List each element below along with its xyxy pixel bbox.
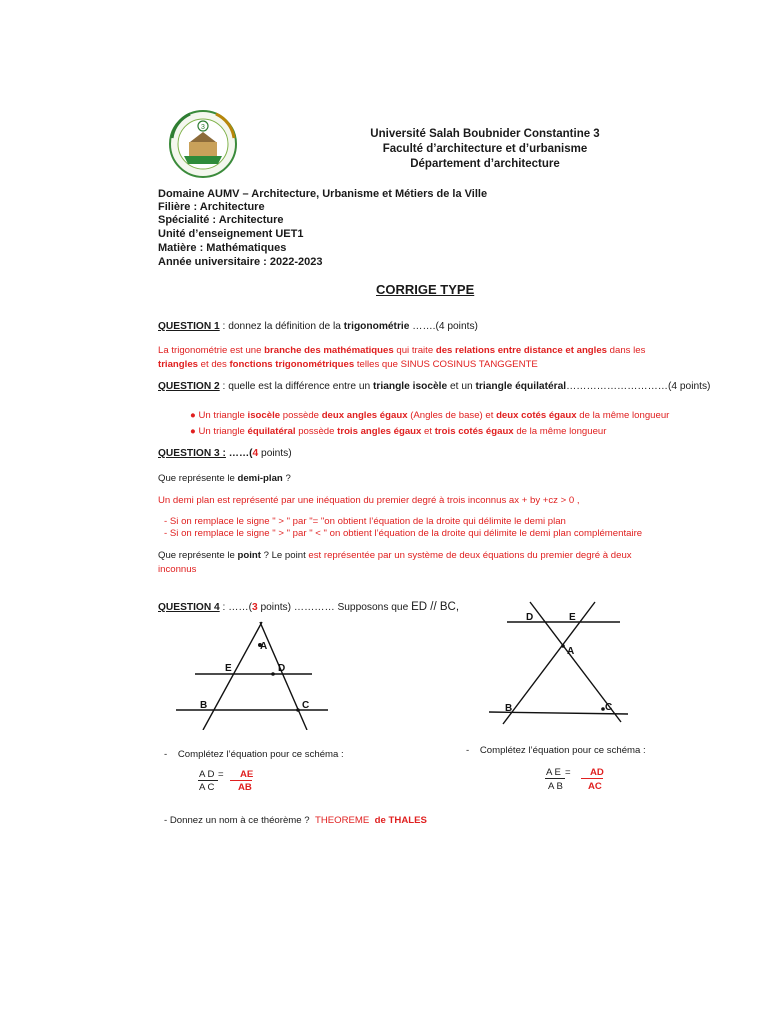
line-right (260, 622, 310, 730)
question-1: QUESTION 1 : donnez la définition de la trigonométrie …….(4 points) (158, 321, 478, 332)
equation-right-num: A E (546, 767, 561, 778)
demi-plan-question: Que représente le demi-plan ? (158, 473, 291, 484)
equation-right: A E = AD A B AC (546, 767, 604, 792)
page-title: CORRIGE TYPE (376, 282, 475, 297)
bullet-icon: ● (190, 426, 199, 437)
label-B: B (505, 703, 513, 714)
faculty-name: Faculté d’architecture et d’urbanisme (382, 143, 588, 155)
demi-plan-answer: Un demi plan est représenté par une inéquation du premier degré à trois inconnus ax + by +cz > 0 , (158, 495, 580, 506)
question-3-label: QUESTION 3 : (158, 448, 226, 459)
answer-1-line-1: La trigonométrie est une branche des mathématiques qui traite des relations entre distance et angles dans les (158, 345, 646, 356)
label-A: A (567, 646, 575, 657)
thales-figure-right (485, 598, 635, 730)
equation-left-answer-num: AE (240, 769, 254, 780)
equation-left-den: A C (199, 782, 215, 793)
instruction-left: - Complétez l’équation pour ce schéma : (164, 749, 344, 760)
question-4: QUESTION 4 : ……(3 points) ………… Supposons que ED // BC, (158, 601, 460, 613)
question-2-label: QUESTION 2 (158, 381, 220, 392)
equation-left: A D = AE A C AB (199, 769, 254, 793)
meta-filiere: Filière : Architecture (158, 201, 265, 213)
meta-specialite: Spécialité : Architecture (158, 214, 284, 226)
meta-annee: Année universitaire : 2022-2023 (158, 256, 323, 268)
line-right (503, 602, 595, 724)
university-logo (160, 108, 246, 180)
answer-2-bullet-2: ● Un triangle équilatéral possède trois angles égaux et trois cotés égaux de la même longueur (190, 426, 607, 437)
answer-2-bullet-1: ● Un triangle isocèle possède deux angles égaux (Angles de base) et deux cotés égaux de la même longueur (190, 410, 670, 421)
meta-matiere: Matière : Mathématiques (158, 242, 287, 254)
label-D: D (526, 612, 534, 623)
question-2: QUESTION 2 : quelle est la différence entre un triangle isocèle et un triangle équilatéral…………………………(4 points) (158, 381, 711, 392)
label-C: C (302, 700, 310, 711)
label-C: C (605, 702, 613, 713)
point-question-line-2: inconnus (158, 564, 197, 575)
label-E: E (225, 663, 232, 674)
question-3: QUESTION 3 : ……(4 points) (158, 448, 292, 459)
logo-number: 3 (201, 124, 205, 131)
equation-left-answer-den: AB (238, 782, 252, 793)
point-question-line-1: Que représente le point ? Le point est représentée par un système de deux équations du premier degré à deux (158, 550, 632, 561)
meta-unite: Unité d’enseignement UET1 (158, 228, 304, 240)
line-left (203, 622, 262, 730)
label-B: B (200, 700, 208, 711)
instruction-right: - Complétez l’équation pour ce schéma : (466, 745, 646, 756)
thales-figure-left (170, 618, 330, 730)
bullet-icon: ● (190, 410, 199, 421)
equation-right-den: A B (548, 781, 563, 792)
demi-plan-line-2: - Si on remplace le signe ʺ > ʺ par ʺ < ʺ on obtient l’équation de la droite qui délimite le demi plan complémentaire (164, 528, 643, 539)
demi-plan-line-1: - Si on remplace le signe ʺ > ʺ par ʺ= ʺon obtient l’équation de la droite qui délimite le demi plan (164, 516, 566, 527)
answer-1-line-2: triangles et des fonctions trigonométriques telles que SINUS COSINUS TANGGENTE (158, 359, 538, 370)
meta-domain: Domaine AUMV – Architecture, Urbanisme et Métiers de la Ville (158, 188, 488, 200)
label-A: A (260, 641, 268, 652)
question-1-label: QUESTION 1 (158, 321, 220, 332)
equation-left-num: A D (199, 769, 215, 780)
theorem-answer: THEOREME (314, 815, 370, 826)
theorem-question: - Donnez un nom à ce théorème ? THEOREME de THALES (164, 815, 427, 826)
equation-right-answer-den: AC (588, 781, 602, 792)
label-E: E (569, 612, 576, 623)
question-4-label: QUESTION 4 (158, 602, 220, 613)
university-name: Université Salah Boubnider Constantine 3 (370, 128, 600, 140)
department-name: Département d’architecture (410, 158, 560, 170)
equation-right-answer-num: AD (590, 767, 604, 778)
label-D: D (278, 663, 286, 674)
